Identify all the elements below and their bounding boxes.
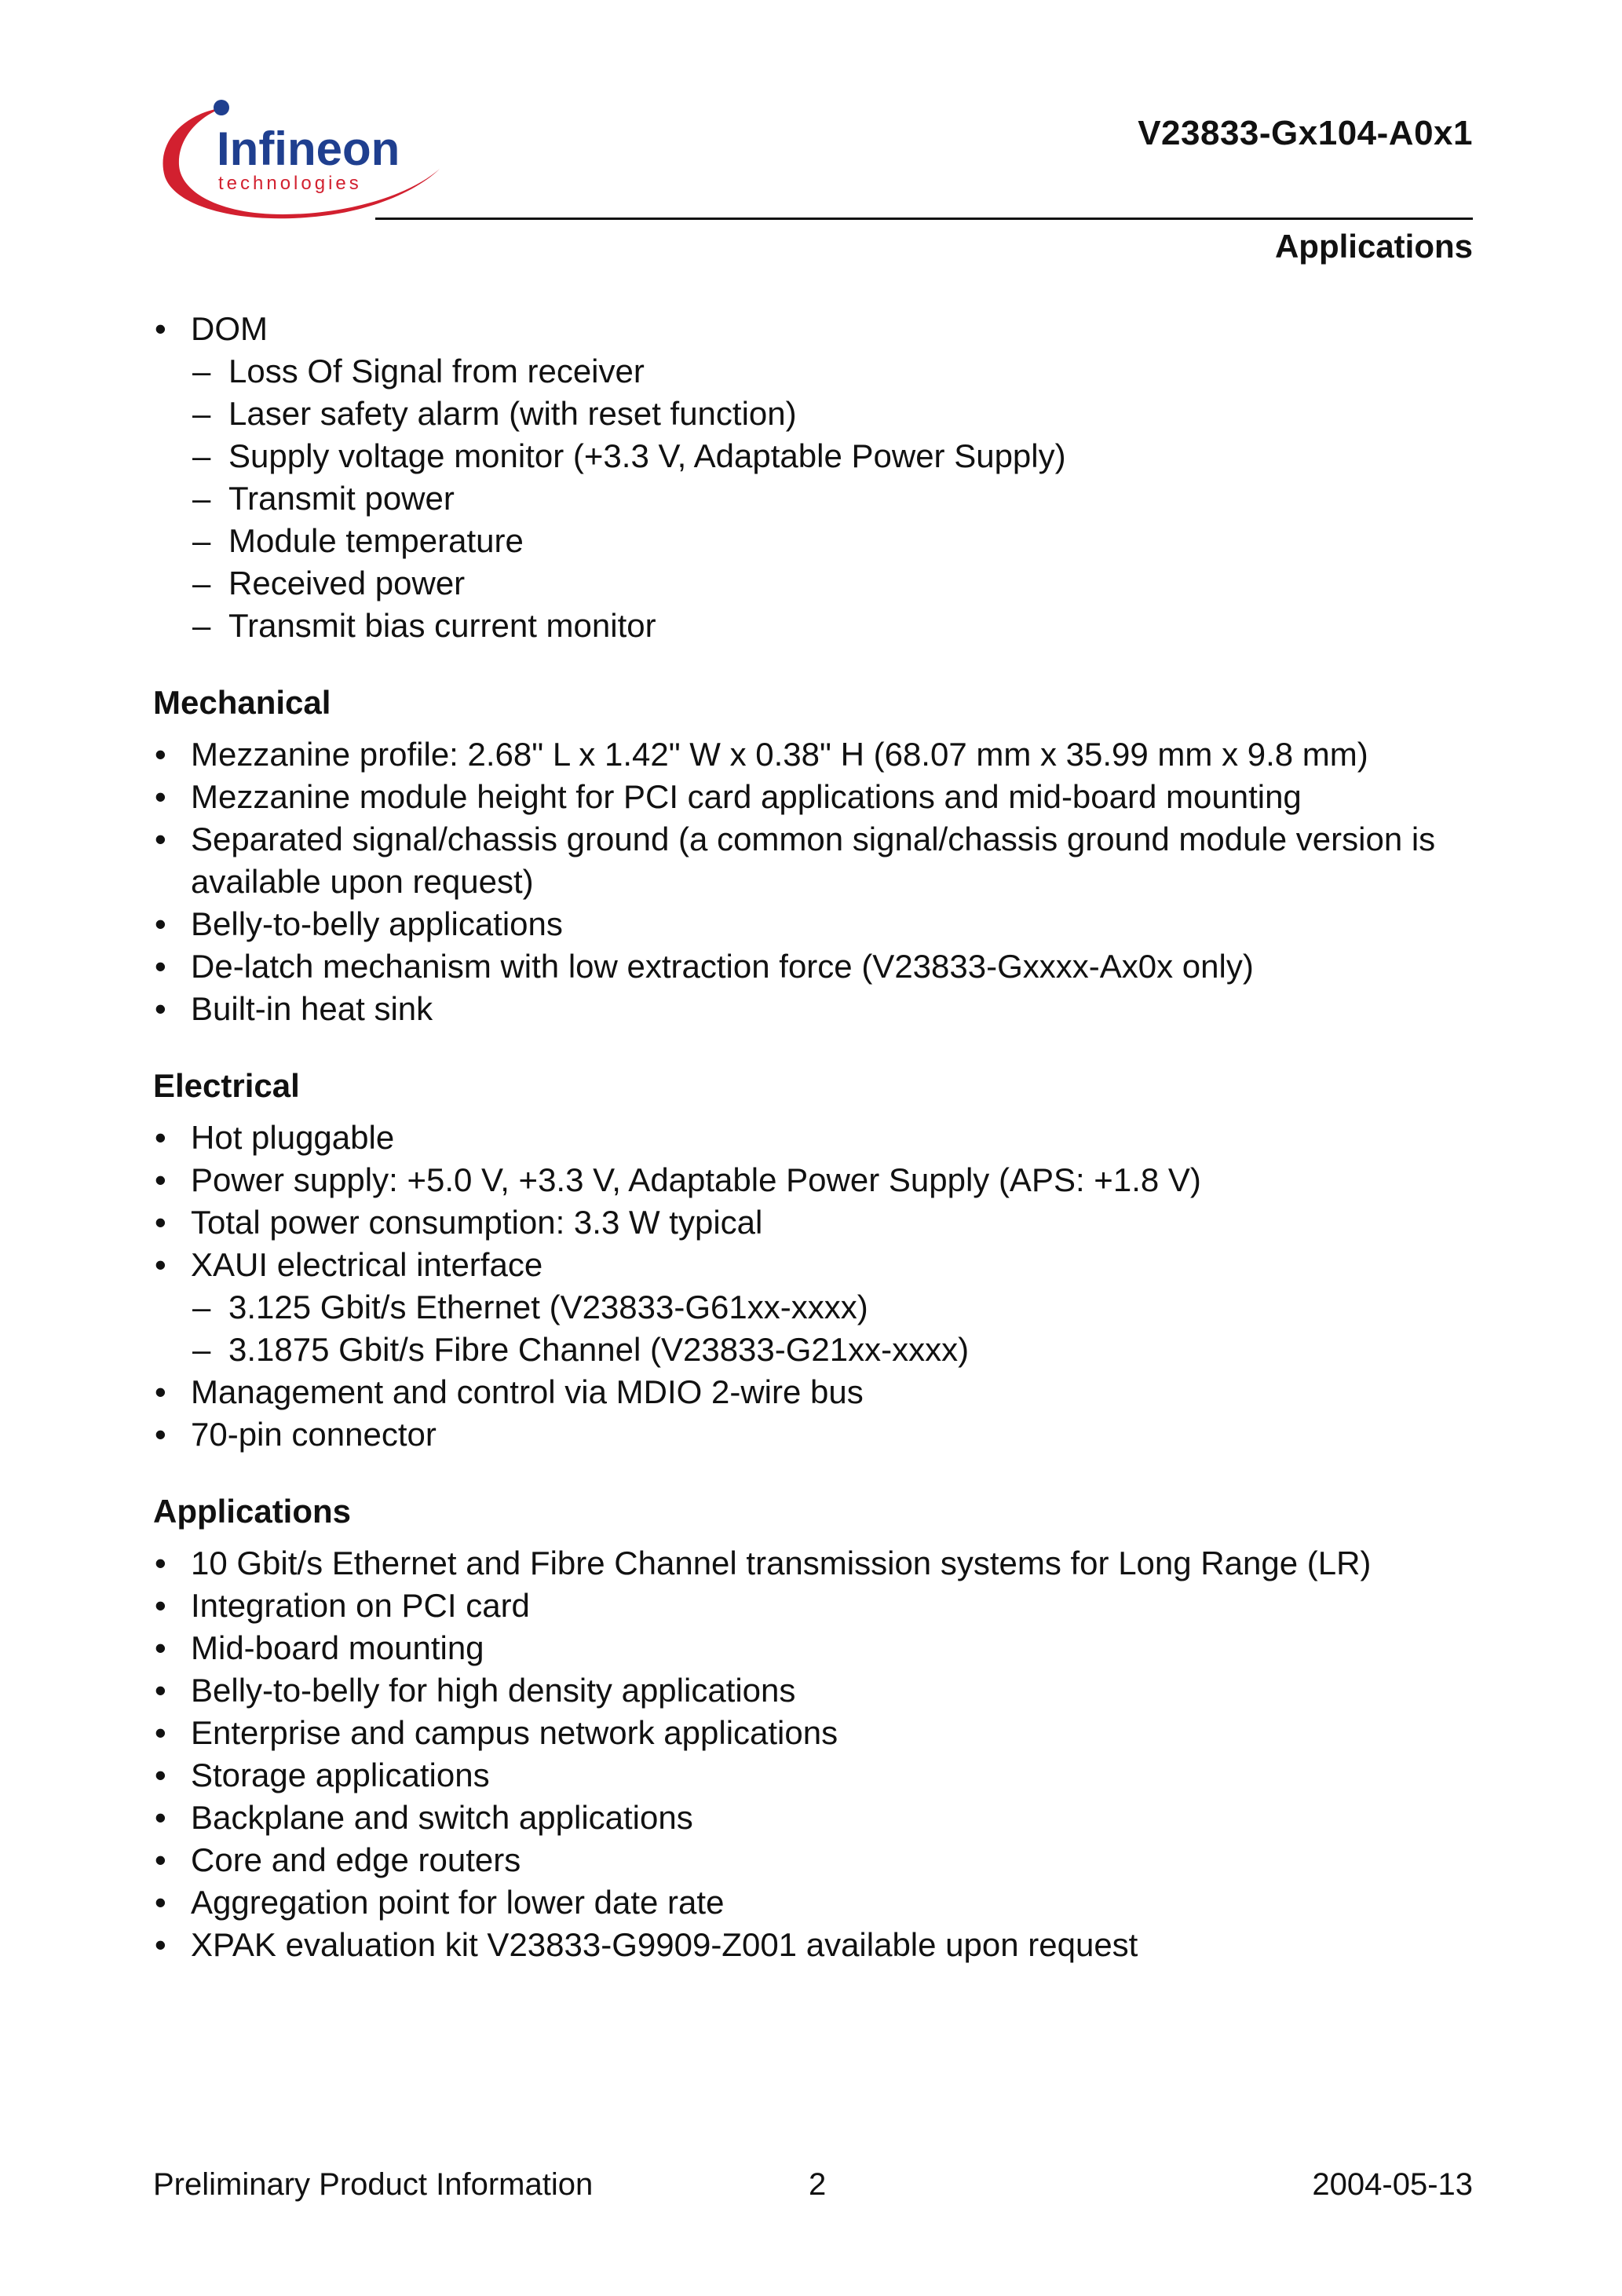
list-item: • De-latch mechanism with low extraction force (V23833-Gxxxx-Ax0x only) <box>153 945 1480 988</box>
list-item: • Hot pluggable <box>153 1117 1480 1159</box>
logo-wordmark: Infineon <box>217 122 400 175</box>
list-item: • Integration on PCI card <box>153 1585 1480 1627</box>
infineon-logo <box>149 90 448 228</box>
footer-label: Preliminary Product Information <box>153 2167 594 2202</box>
list-item: • Total power consumption: 3.3 W typical <box>153 1201 1480 1244</box>
list-item: • Mid-board mounting <box>153 1627 1480 1669</box>
dom-list <box>153 308 1480 647</box>
list-item: – Supply voltage monitor (+3.3 V, Adaptable Power Supply) <box>153 435 1480 477</box>
list-item: • Belly-to-belly applications <box>153 903 1480 945</box>
list-item: • Enterprise and campus network applications <box>153 1712 1480 1754</box>
list-item: – 3.125 Gbit/s Ethernet (V23833-G61xx-xxxx) <box>153 1286 1480 1329</box>
list-item: • Separated signal/chassis ground (a common signal/chassis ground module version is available upon request) <box>153 818 1480 903</box>
applications-title: Applications <box>153 1493 352 1530</box>
list-item: • Storage applications <box>153 1754 1480 1797</box>
list-item: • XPAK evaluation kit V23833-G9909-Z001 available upon request <box>153 1924 1480 1966</box>
list-item: • Core and edge routers <box>153 1839 1480 1881</box>
document-id: V23833-Gx104-A0x1 <box>1138 114 1473 152</box>
list-item: • Mezzanine profile: 2.68" L x 1.42" W x 0.38" H (68.07 mm x 35.99 mm x 9.8 mm) <box>153 733 1480 776</box>
list-item: – Transmit power <box>153 477 1480 520</box>
footer-date: 2004-05-13 <box>1312 2167 1473 2202</box>
logo-subtext: technologies <box>218 173 362 194</box>
section-header: Applications <box>1274 228 1473 265</box>
electrical-list <box>153 1117 1480 1456</box>
list-item: • 70-pin connector <box>153 1413 1480 1456</box>
logo-dot-icon <box>214 100 229 115</box>
applications-list <box>153 1542 1480 1966</box>
list-item: – Module temperature <box>153 520 1480 562</box>
list-item: • Belly-to-belly for high density applications <box>153 1669 1480 1712</box>
list-item: – Loss Of Signal from receiver <box>153 350 1480 393</box>
header-rule <box>375 218 1473 220</box>
list-item: • 10 Gbit/s Ethernet and Fibre Channel transmission systems for Long Range (LR) <box>153 1542 1480 1585</box>
list-item: – Laser safety alarm (with reset function) <box>153 393 1480 435</box>
list-item: – 3.1875 Gbit/s Fibre Channel (V23833-G21xx-xxxx) <box>153 1329 1480 1371</box>
dom-heading: • DOM <box>153 308 1480 350</box>
mechanical-title: Mechanical <box>153 684 331 721</box>
content <box>153 308 1480 1966</box>
mechanical-list <box>153 733 1480 1030</box>
page-number: 2 <box>809 2167 827 2202</box>
list-item: • Mezzanine module height for PCI card applications and mid-board mounting <box>153 776 1480 818</box>
electrical-title: Electrical <box>153 1067 300 1104</box>
list-item: • XAUI electrical interface <box>153 1244 1480 1286</box>
list-item: – Received power <box>153 562 1480 605</box>
list-item: • Aggregation point for lower date rate <box>153 1881 1480 1924</box>
list-item: • Built-in heat sink <box>153 988 1480 1030</box>
list-item: – Transmit bias current monitor <box>153 605 1480 647</box>
list-item: • Management and control via MDIO 2-wire bus <box>153 1371 1480 1413</box>
list-item: • Power supply: +5.0 V, +3.3 V, Adaptable Power Supply (APS: +1.8 V) <box>153 1159 1480 1201</box>
list-item: • Backplane and switch applications <box>153 1797 1480 1839</box>
